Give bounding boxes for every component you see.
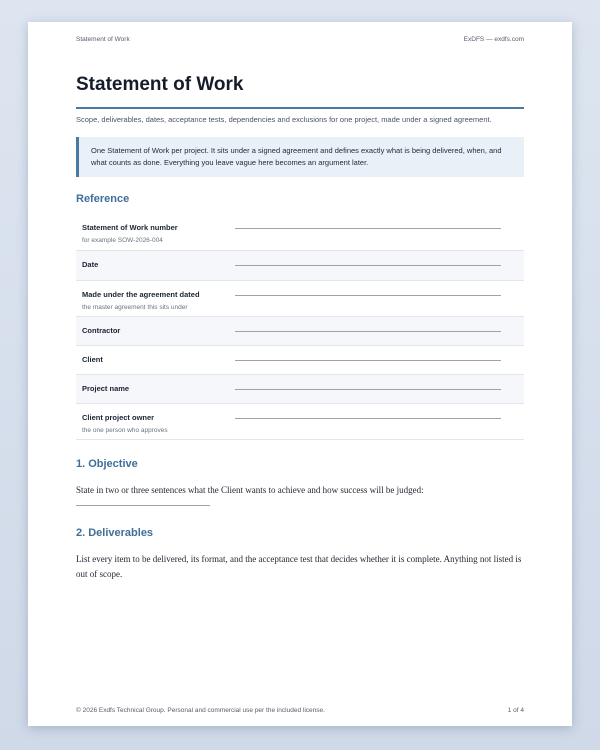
reference-row-project-owner <box>76 404 524 440</box>
header-title: Statement of Work <box>76 36 130 43</box>
project-owner-field[interactable] <box>235 418 501 419</box>
date-field[interactable] <box>235 265 501 266</box>
reference-row-contractor <box>76 317 524 346</box>
project-name-field[interactable] <box>235 389 501 390</box>
deliverables-text: List every item to be delivered, its format, and the acceptance test that decides whether it is complete. Anything not listed is out of scope. <box>76 554 522 579</box>
page-title: Statement of Work <box>76 74 244 95</box>
running-header <box>76 36 524 43</box>
title-divider <box>76 107 524 109</box>
page-subtitle: Scope, deliverables, dates, acceptance tests, dependencies and exclusions for one project, made under a signed agreement. <box>76 115 492 124</box>
footer-copyright: © 2026 Exdfs Technical Group. Personal and commercial use per the included license. <box>76 707 325 714</box>
contractor-field[interactable] <box>235 331 501 332</box>
intro-callout: One Statement of Work per project. It sits under a signed agreement and defines exactly what is being delivered, when, and what counts as done. Everything you leave vague here becomes an argument later. <box>76 137 524 177</box>
reference-label: Client project owner <box>82 413 155 422</box>
reference-table <box>76 214 524 440</box>
reference-row-agreement-date <box>76 281 524 317</box>
client-field[interactable] <box>235 360 501 361</box>
reference-row-project-name <box>76 375 524 404</box>
objective-answer-line[interactable] <box>76 505 210 506</box>
reference-hint: the one person who approves <box>82 427 168 434</box>
objective-heading: 1. Objective <box>76 458 138 470</box>
agreement-date-field[interactable] <box>235 295 501 296</box>
reference-label: Client <box>82 355 103 364</box>
reference-hint: the master agreement this sits under <box>82 304 188 311</box>
sow-number-field[interactable] <box>235 228 501 229</box>
objective-text: State in two or three sentences what the Client wants to achieve and how success will be judged: <box>76 485 424 495</box>
reference-heading: Reference <box>76 193 130 205</box>
reference-row-date <box>76 251 524 281</box>
reference-label: Date <box>82 260 99 269</box>
reference-label: Made under the agreement dated <box>82 290 200 299</box>
header-site: ExDFS — exdfs.com <box>463 36 524 43</box>
reference-row-client <box>76 346 524 375</box>
reference-row-sow-number <box>76 214 524 251</box>
reference-label: Project name <box>82 384 130 393</box>
page-footer <box>76 707 524 714</box>
reference-label: Statement of Work number <box>82 223 178 232</box>
reference-hint: for example SOW-2026-004 <box>82 237 163 244</box>
page-number: 1 of 4 <box>507 707 524 714</box>
deliverables-heading: 2. Deliverables <box>76 527 154 539</box>
document-page <box>28 22 572 726</box>
reference-label: Contractor <box>82 326 121 335</box>
